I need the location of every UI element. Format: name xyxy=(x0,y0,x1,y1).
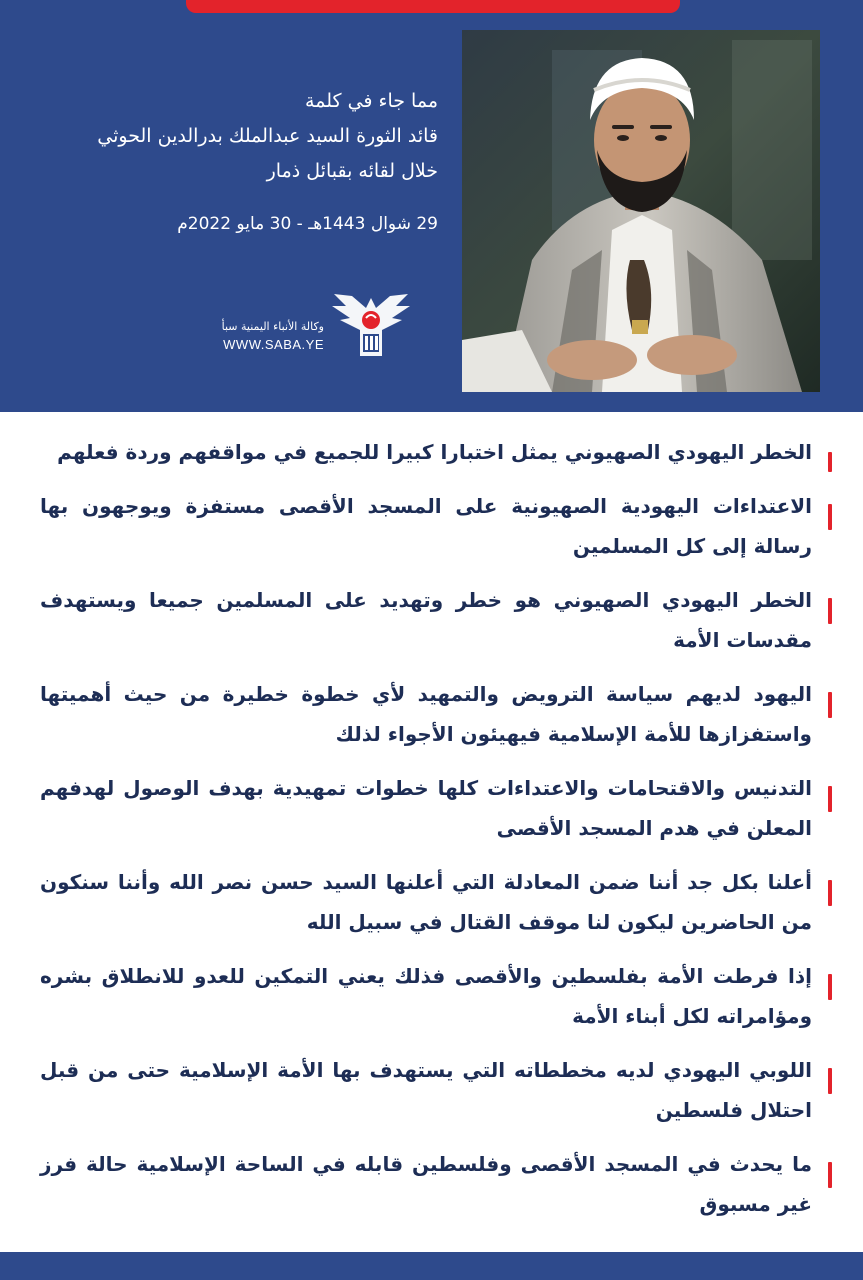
red-bullet-marker xyxy=(828,452,832,472)
red-bullet-marker xyxy=(828,880,832,906)
statement-text: اليهود لديهم سياسة الترويض والتمهيد لأي خطوة خطيرة من حيث أهميتها واستفزازها للأمة الإسلامية فيهيئون الأجواء لذلك xyxy=(40,682,812,746)
footer-bar xyxy=(0,1252,863,1280)
portrait-photo xyxy=(462,30,820,392)
statement-text: الخطر اليهودي الصهيوني هو خطر وتهديد على المسلمين جميعا ويستهدف مقدسات الأمة xyxy=(40,588,812,652)
statement-text: اللوبي اليهودي لديه مخططاته التي يستهدف بها الأمة الإسلامية حتى من قبل احتلال فلسطين xyxy=(40,1058,812,1122)
statement-item xyxy=(40,862,832,942)
intro-line: قائد الثورة السيد عبدالملك بدرالدين الحوثي xyxy=(97,125,438,147)
statement-item xyxy=(40,1144,832,1224)
statement-text: أعلنا بكل جد أننا ضمن المعادلة التي أعلنها السيد حسن نصر الله وأننا سنكون من الحاضرين ليكون لنا موقف القتال في سبيل الله xyxy=(40,870,812,934)
red-bullet-marker xyxy=(828,1162,832,1188)
speech-intro xyxy=(18,84,438,189)
red-bullet-marker xyxy=(828,504,832,530)
red-bullet-marker xyxy=(828,786,832,812)
statement-item xyxy=(40,1050,832,1130)
portrait-illustration xyxy=(462,30,820,392)
saba-eagle-logo-icon xyxy=(330,290,412,362)
red-bullet-marker xyxy=(828,1068,832,1094)
top-accent-bar xyxy=(186,0,680,13)
statement-text: إذا فرطت الأمة بفلسطين والأقصى فذلك يعني التمكين للعدو للانطلاق بشره ومؤامراته لكل أبناء الأمة xyxy=(40,964,812,1028)
statement-item xyxy=(40,432,832,472)
statements-list xyxy=(40,432,832,1238)
statement-item xyxy=(40,674,832,754)
statement-item xyxy=(40,580,832,660)
statement-text: الاعتداءات اليهودية الصهيونية على المسجد الأقصى مستفزة ويوجهون بها رسالة إلى كل المسلمين xyxy=(40,494,812,558)
intro-line: خلال لقائه بقبائل ذمار xyxy=(266,160,438,182)
agency-name: وكالة الأنباء اليمنية سبأ xyxy=(221,320,324,333)
speech-date: 29 شوال 1443هـ - 30 مايو 2022م xyxy=(177,214,438,234)
red-bullet-marker xyxy=(828,598,832,624)
agency-logo xyxy=(200,290,420,360)
statement-text: الخطر اليهودي الصهيوني يمثل اختبارا كبيرا للجميع في مواقفهم وردة فعلهم xyxy=(57,440,812,464)
statement-text: ما يحدث في المسجد الأقصى وفلسطين قابله في الساحة الإسلامية حالة فرز غير مسبوق xyxy=(40,1152,812,1216)
intro-line: مما جاء في كلمة xyxy=(305,90,438,112)
statement-item xyxy=(40,956,832,1036)
red-bullet-marker xyxy=(828,692,832,718)
red-bullet-marker xyxy=(828,974,832,1000)
header-banner xyxy=(0,0,863,412)
statement-text: التدنيس والاقتحامات والاعتداءات كلها خطوات تمهيدية بهدف الوصول لهدفهم المعلن في هدم المسجد الأقصى xyxy=(40,776,812,840)
statement-item xyxy=(40,486,832,566)
agency-url: WWW.SABA.YE xyxy=(223,337,324,352)
statement-item xyxy=(40,768,832,848)
